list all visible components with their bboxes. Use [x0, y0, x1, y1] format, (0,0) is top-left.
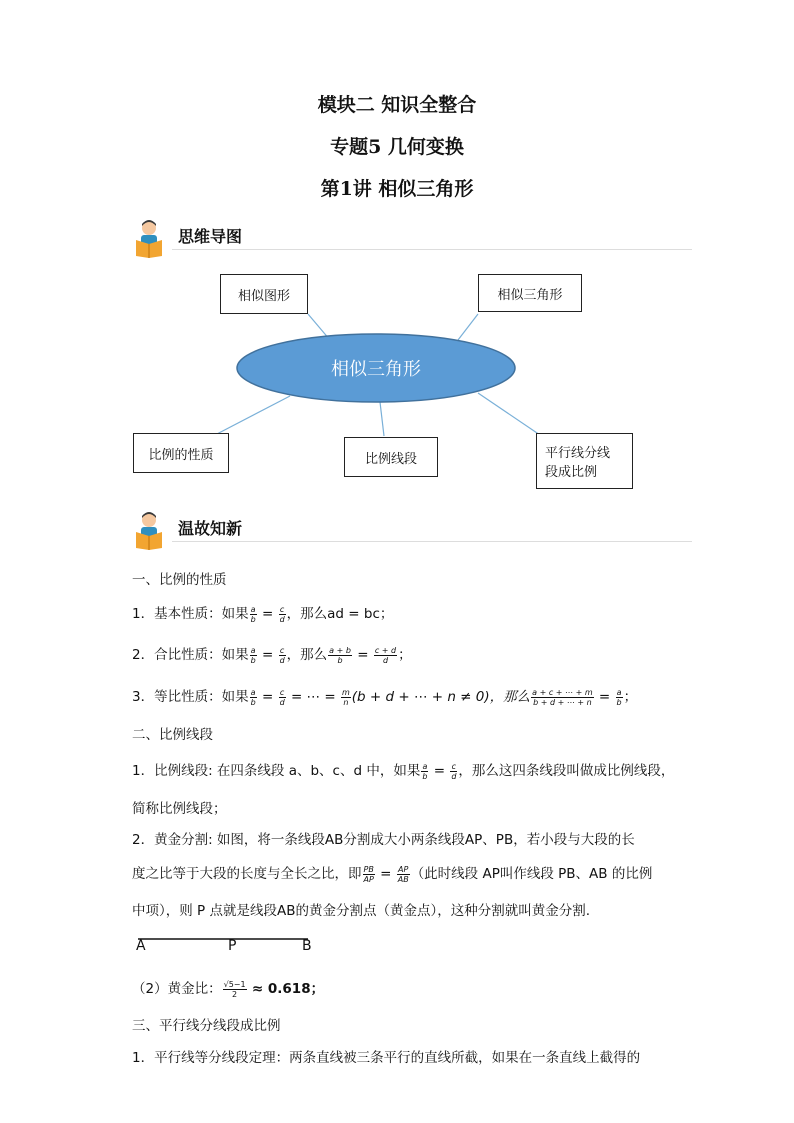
lesson-title: 第1讲 相似三角形: [320, 178, 474, 200]
node-label: 相似图形: [237, 288, 290, 304]
module-title: 模块二 知识全整合: [317, 94, 477, 116]
s1-item1: 1．基本性质：如果 $\frac{a}{b}$ = $\frac{c}{d}$ ，那么ad = bc；: [132, 604, 394, 624]
node-proportional-segments: [344, 437, 438, 477]
fraction: $\frac{a}{b}$: [250, 604, 256, 624]
text: 度之比等于大段的长度与全长之比，即: [132, 866, 362, 882]
node-label: 相似三角形: [497, 287, 563, 303]
text: 3．等比性质：如果: [132, 689, 249, 705]
section1-title: 一、比例的性质: [132, 572, 227, 588]
fraction: $\frac{m}{n}$: [341, 687, 350, 707]
text: ；: [398, 647, 412, 663]
mindmap-center-label: 相似三角形: [331, 359, 421, 380]
point-P: P: [228, 938, 237, 954]
fraction: $\frac{AP}{AB}$: [397, 864, 409, 884]
node-label-line1: 平行线分线: [545, 446, 611, 461]
fraction: $\frac{c + d}{d}$: [374, 645, 397, 665]
fraction: $\frac{a + b}{b}$: [329, 645, 351, 665]
fraction: $\frac{√5-1}{2}$: [223, 979, 246, 999]
text: （此时线段 AP叫作线段 PB、AB 的比例: [410, 866, 653, 882]
node-label: 比例线段: [364, 451, 417, 467]
text: = ⋯ =: [286, 689, 340, 705]
reader-icon: [132, 510, 172, 550]
section2-title: 二、比例线段: [132, 727, 213, 743]
point-A: A: [136, 938, 146, 954]
s2-item1-line2: 简称比例线段；: [132, 801, 227, 817]
node-proportion-properties: [133, 433, 229, 473]
s1-item2: 2．合比性质：如果 $\frac{a}{b}$ = $\frac{c}{d}$ ，那么 $\frac{a + b}{b}$ = $\frac{c + d}{d}$ ；: [132, 645, 412, 665]
fraction: $\frac{a}{b}$: [616, 687, 622, 707]
fraction: $\frac{a}{b}$: [250, 687, 256, 707]
heading-rule: [172, 249, 692, 250]
section3-title: 三、平行线分线段成比例: [132, 1018, 281, 1034]
fraction: $\frac{a}{b}$: [250, 645, 256, 665]
reader-icon: [132, 218, 172, 258]
text: ，那么ad = bc；: [286, 606, 394, 622]
text: (b + d + ⋯ + n ≠ 0)，那么: [351, 689, 531, 705]
mindmap-heading-label: 思维导图: [178, 227, 243, 246]
point-B: B: [302, 938, 312, 954]
s2-item2-line1: 2．黄金分割: 如图，将一条线段AB分割成大小两条线段AP、PB，若小段与大段的长: [132, 832, 635, 848]
fraction: $\frac{c}{d}$: [279, 645, 285, 665]
text: ；: [623, 689, 638, 705]
s2-item1: 1．比例线段: 在四条线段 a、b、c、d 中，如果 $\frac{a}{b}$ = $\frac{c}{d}$ ，那么这四条线段叫做成比例线段，: [132, 761, 675, 781]
review-heading-label: 温故知新: [178, 519, 243, 538]
golden-ratio: [132, 977, 324, 999]
text: ≈ 0.618；: [251, 981, 325, 997]
fraction: $\frac{c}{d}$: [279, 687, 285, 707]
text: ，那么: [286, 647, 328, 663]
s3-item1: 1．平行线等分线段定理：两条直线被三条平行的直线所截，如果在一条直线上截得的: [132, 1050, 641, 1066]
fraction: $\frac{a}{b}$: [422, 761, 428, 781]
text: 1．基本性质：如果: [132, 606, 249, 622]
topic-title: 专题5 几何变换: [330, 136, 464, 158]
node-label: 比例的性质: [148, 447, 214, 463]
fraction: $\frac{c}{d}$: [279, 604, 285, 624]
heading-rule: [172, 541, 692, 542]
s2-item2-line2: 度之比等于大段的长度与全长之比，即 $\frac{PB}{AP}$ = $\frac{AP}{AB}$ （此时线段 AP叫作线段 PB、AB 的比例: [132, 864, 653, 884]
s2-item2-line3: 中项），则 P 点就是线段AB的黄金分割点（黄金点），这种分割就叫黄金分割.: [132, 903, 591, 919]
text: 1．比例线段: 在四条线段 a、b、c、d 中，如果: [132, 763, 421, 779]
text: ，那么这四条线段叫做成比例线段，: [458, 763, 675, 779]
fraction: $\frac{a + c + \cdots + m}{b + d + \cdots + n}$: [532, 687, 593, 707]
s1-item3: 3．等比性质：如果 $\frac{a}{b}$ = $\frac{c}{d}$ = ⋯ = $\frac{m}{n}$ (b + d + ⋯ + n ≠ 0)，那么 $\frac{a + c + \cdots + m}{b + d + \cdots + n}$ = $\frac{a}{b}$ ；: [132, 687, 638, 707]
fraction: $\frac{c}{d}$: [451, 761, 457, 781]
fraction: $\frac{PB}{AP}$: [363, 864, 374, 884]
mindmap-heading: [132, 218, 692, 254]
golden-segment-figure: [136, 936, 312, 966]
node-label-line2: 段成比例: [545, 465, 598, 480]
node-similar-triangles: [478, 274, 582, 312]
text: 2．合比性质：如果: [132, 647, 249, 663]
node-parallel-lines: [536, 433, 633, 489]
segment-line: [138, 936, 308, 944]
text: （2）黄金比：: [132, 981, 222, 997]
review-heading: [132, 510, 692, 546]
node-similar-figures: [220, 274, 308, 314]
